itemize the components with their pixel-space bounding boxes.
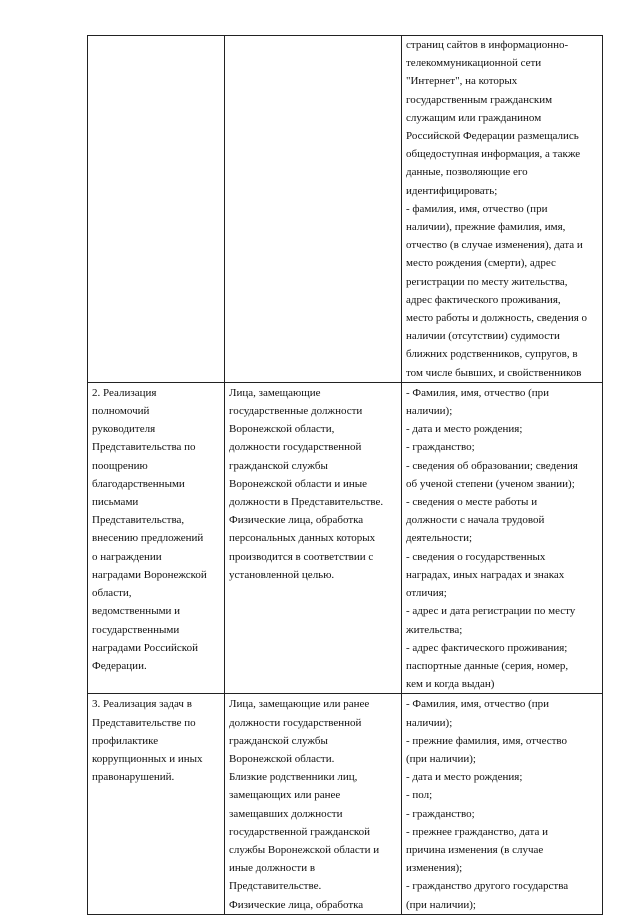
subjects-cell	[225, 36, 402, 383]
table-row	[88, 694, 603, 914]
purpose-cell	[88, 382, 225, 693]
table-row	[88, 382, 603, 693]
data-list-cell	[402, 36, 603, 383]
data-list-text: - Фамилия, имя, отчество (при наличии); - прежние фамилия, имя, отчество (при наличии); - дата и место рождения; - пол; - гражданство; - прежнее гражданство, дата и причина изменения (в случае изменения); - гражданство другого государства (при наличии);	[406, 698, 569, 911]
purpose-text: 3. Реализация задач в Представительстве по профилактике коррупционных и иных правонарушений.	[92, 698, 203, 784]
subjects-cell	[225, 694, 402, 914]
purpose-cell	[88, 694, 225, 914]
personal-data-table	[87, 35, 603, 915]
table-row	[88, 36, 603, 383]
subjects-cell	[225, 382, 402, 693]
subjects-text: Лица, замещающие государственные должности Воронежской области, должности государственной гражданской службы Воронежской области и иные должности в Представительстве. Физические лица, обработка персональных данных которых производится в соответствии с установленной целью.	[229, 386, 384, 581]
data-list-text: страниц сайтов в информационно- телекоммуникационной сети "Интернет", на которых государственным гражданским служащим или гражданином Российской Федерации размещались общедоступная информация, а также данные, позволяющие его идентифицировать; - фамилия, имя, отчество (при наличии), прежние фамилия, имя, отчество (в случае изменения), дата и место рождения (смерти), адрес регистрации по месту жительства, адрес фактического проживания, место работы и должность, сведения о наличии (отсутствии) судимости ближних родственников, супругов, в том числе бывших, и свойственников	[406, 39, 588, 379]
data-list-text: - Фамилия, имя, отчество (при наличии); - дата и место рождения; - гражданство; - сведения об образовании; сведения об ученой степени (ученом звании); - сведения о месте работы и должности с начала трудовой деятельности; - сведения о государственных наградах, иных наградах и знаках отличия; - адрес и дата регистрации по месту жительства; - адрес фактического проживания; паспортные данные (серия, номер, кем и когда выдан)	[406, 386, 578, 691]
data-list-cell	[402, 382, 603, 693]
data-list-cell	[402, 694, 603, 914]
purpose-text: 2. Реализация полномочий руководителя Представительства по поощрению благодарственными письмами Представительства, внесению предложений о награждении наградами Воронежской области, ведомственными и государственными наградами Российской Федерации.	[92, 386, 207, 672]
purpose-cell	[88, 36, 225, 383]
subjects-text: Лица, замещающие или ранее должности государственной гражданской службы Воронежской области. Близкие родственники лиц, замещающих или ранее замещавших должности государственной гражданской службы Воронежской области и иные должности в Представительстве. Физические лица, обработка	[229, 698, 380, 911]
